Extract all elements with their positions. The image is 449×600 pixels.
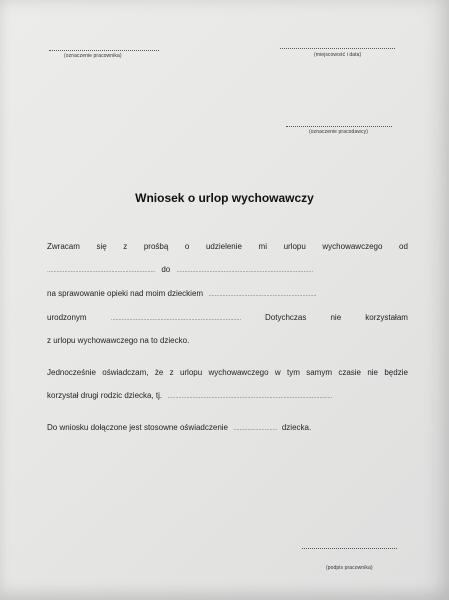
- other-parent-name-field: ……………………………………………………………………………………………: [167, 394, 332, 400]
- word: prośbą: [143, 242, 169, 251]
- word: urlopu: [179, 368, 203, 377]
- word: Zwracam: [47, 242, 80, 251]
- parent-role-field: ……………………….: [233, 426, 277, 432]
- previous-leave-text: z urlopu wychowawczego na to dziecko.: [47, 336, 190, 345]
- leave-start-date-field: ……………………………………………………………: [47, 268, 156, 274]
- word: z: [123, 242, 128, 251]
- other-parent-text: korzystał drugi rodzic dziecka, tj.: [47, 391, 163, 400]
- leave-end-date-field: ……………………………………………………………………………: [176, 268, 313, 274]
- birth-date-field: …………………………………………………………………………: [110, 316, 241, 322]
- word: z: [169, 368, 174, 377]
- signature-line: [302, 548, 397, 549]
- word: udzielenie: [205, 242, 242, 251]
- employee-designation-caption: (oznaczenie pracownika): [64, 53, 122, 59]
- para3-line: [47, 423, 311, 432]
- word: tym: [286, 368, 300, 377]
- word: o: [184, 242, 190, 251]
- body-line-1: [47, 242, 408, 251]
- word: urlopu: [283, 242, 306, 251]
- para2-line-1: [47, 368, 408, 377]
- place-date-caption: (miejscowość i data): [314, 52, 362, 58]
- word: od: [399, 242, 408, 251]
- body-line-4: [47, 313, 408, 322]
- child-name-field: ……………………………………………………………: [208, 292, 317, 298]
- word: mi: [258, 242, 267, 251]
- word: się: [96, 242, 107, 251]
- employer-designation-line: [286, 126, 392, 127]
- signature-caption: (podpis pracownika): [326, 565, 373, 571]
- document-title: Wniosek o urlop wychowawczy: [135, 191, 314, 205]
- word: samym: [306, 368, 332, 377]
- word: w: [274, 368, 281, 377]
- word: nie: [367, 368, 379, 377]
- word: wychowawczego: [322, 242, 383, 251]
- word-do: do: [161, 265, 171, 274]
- word: czasie: [338, 368, 361, 377]
- word-urodzonym: urodzonym: [47, 313, 87, 322]
- para2-line-2: [47, 391, 408, 400]
- employer-designation-caption: (oznaczenie pracodawcy): [309, 129, 368, 135]
- word: oświadczam,: [102, 368, 149, 377]
- place-date-line: [280, 48, 395, 49]
- employee-designation-line: [49, 50, 159, 51]
- word: wychowawczego: [208, 368, 269, 377]
- attachment-text: Do wniosku dołączone jest stosowne oświadczenie: [47, 423, 228, 432]
- word-dotychczas: Dotychczas: [265, 313, 307, 322]
- word: Jednocześnie: [47, 368, 96, 377]
- word-nie: nie: [330, 313, 342, 322]
- care-text: na sprawowanie opieki nad moim dzieckiem: [47, 289, 204, 298]
- body-line-3: [47, 289, 408, 298]
- word-dziecka: dziecka.: [281, 423, 312, 432]
- body-line-5: [47, 336, 189, 345]
- word: będzie: [384, 368, 408, 377]
- body-line-2: [47, 265, 408, 274]
- word-korzystalam: korzystałam: [365, 313, 408, 322]
- word: że: [154, 368, 164, 377]
